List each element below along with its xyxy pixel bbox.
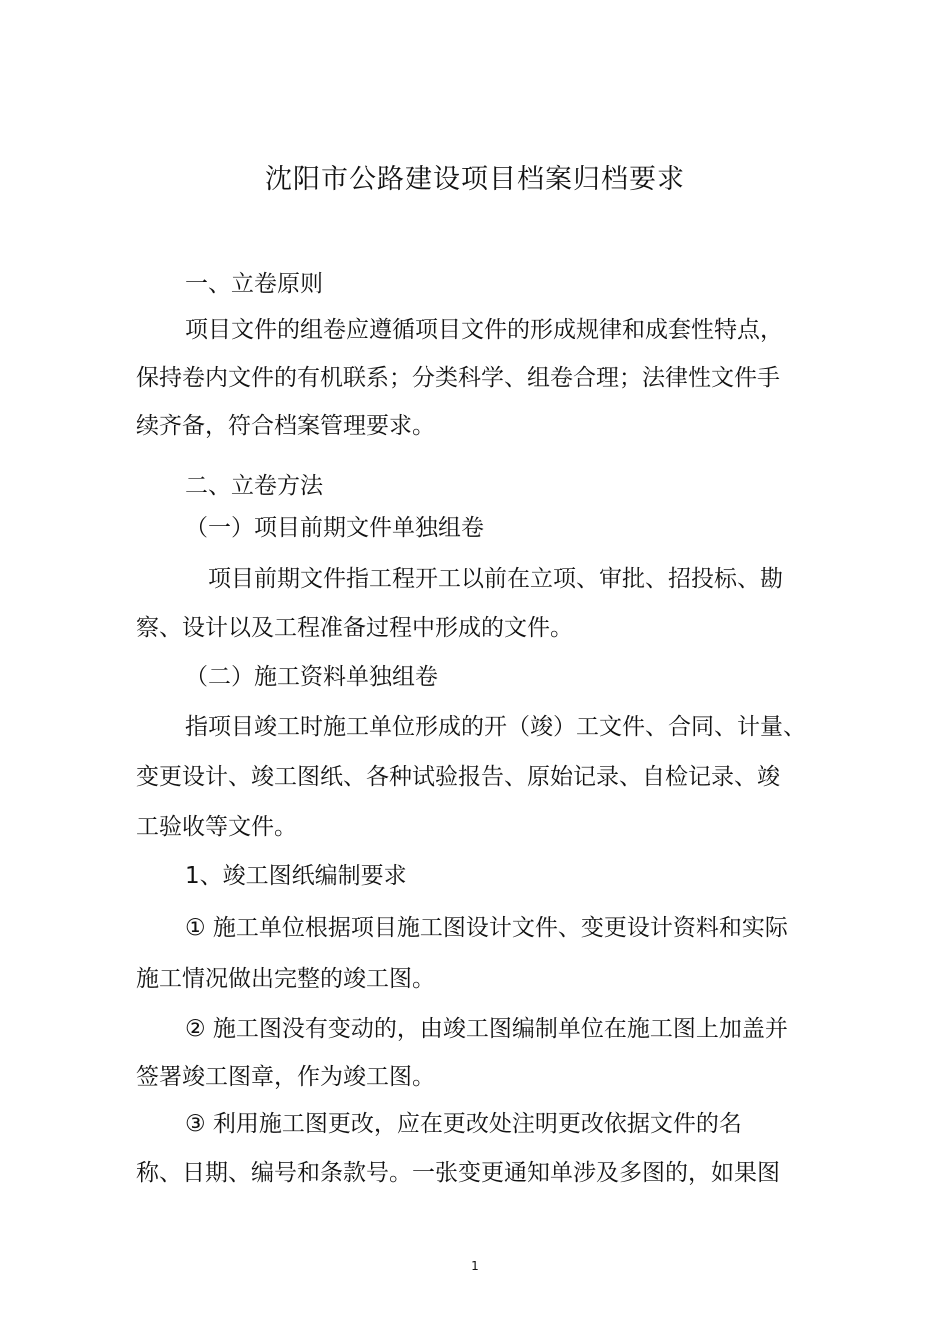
paragraph-line: 工验收等文件。 <box>136 814 297 840</box>
paragraph-line: 称、日期、编号和条款号。一张变更通知单涉及多图的，如果图 <box>136 1160 780 1186</box>
section-heading-1: 一、立卷原则 <box>185 271 323 297</box>
paragraph-line: 项目前期文件指工程开工以前在立项、审批、招投标、勘 <box>208 566 783 592</box>
paragraph-line: 签署竣工图章，作为竣工图。 <box>136 1064 435 1090</box>
paragraph-line: ① 施工单位根据项目施工图设计文件、变更设计资料和实际 <box>185 915 788 941</box>
paragraph-line: ② 施工图没有变动的，由竣工图编制单位在施工图上加盖并 <box>185 1016 788 1042</box>
document-title: 沈阳市公路建设项目档案归档要求 <box>265 164 685 195</box>
item-heading-1: 1、竣工图纸编制要求 <box>185 863 407 889</box>
paragraph-line: ③ 利用施工图更改，应在更改处注明更改依据文件的名 <box>185 1111 742 1137</box>
paragraph-line: 指项目竣工时施工单位形成的开（竣）工文件、合同、计量、 <box>185 714 806 740</box>
section-heading-2: 二、立卷方法 <box>185 473 323 499</box>
paragraph-line: 项目文件的组卷应遵循项目文件的形成规律和成套性特点， <box>185 317 783 343</box>
paragraph-line: 续齐备，符合档案管理要求。 <box>136 413 435 439</box>
subsection-heading-1: （一）项目前期文件单独组卷 <box>185 515 484 541</box>
paragraph-line: 施工情况做出完整的竣工图。 <box>136 966 435 992</box>
paragraph-line: 变更设计、竣工图纸、各种试验报告、原始记录、自检记录、竣 <box>136 764 780 790</box>
paragraph-line: 保持卷内文件的有机联系；分类科学、组卷合理；法律性文件手 <box>136 365 780 391</box>
page-number: 1 <box>471 1259 479 1273</box>
subsection-heading-2: （二）施工资料单独组卷 <box>185 664 438 690</box>
paragraph-line: 察、设计以及工程准备过程中形成的文件。 <box>136 615 573 641</box>
